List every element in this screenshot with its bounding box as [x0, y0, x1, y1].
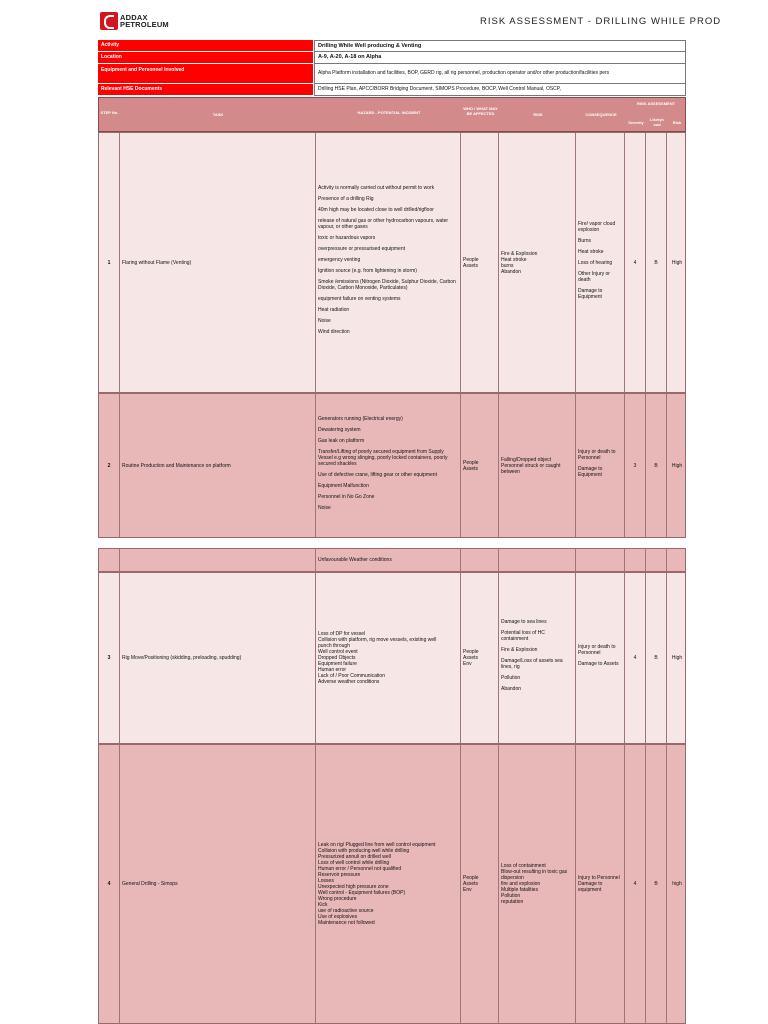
risk-item: Loss of containment: [501, 863, 546, 869]
table-row: [98, 393, 686, 538]
consequence-item: Damage to Equipment: [578, 287, 603, 300]
table-row: [98, 744, 686, 1024]
col-header-risk-assessment: RISK ASSESSMENT: [636, 101, 676, 106]
hazards-item: Wrong procedure: [318, 896, 357, 902]
info-row-activity: [98, 40, 686, 52]
hazards-item: Equipment Malfunction: [318, 482, 369, 489]
risk-item: Potential loss of HC containment: [501, 630, 545, 642]
hazards-item: Presence of a drilling Rig: [318, 196, 374, 202]
risk-item: Fire & Explosion: [501, 647, 538, 653]
step-value: 4: [107, 881, 111, 887]
severity-value: 4: [633, 881, 637, 887]
cell-risk: [499, 133, 576, 392]
hazards-item: Dewatering system: [318, 426, 361, 433]
level-value: high: [672, 881, 682, 887]
hazards-item: Ignition source (e.g. from lightening in storm): [318, 268, 417, 274]
company-name-line2: PETROLEUM: [120, 20, 169, 29]
hazards-item: Pressurized annuli on drilled well: [318, 854, 391, 860]
cell-task: [120, 573, 316, 743]
likelihood-value: B: [654, 259, 658, 266]
cell-task: [120, 133, 316, 392]
task-text: Routine Production and Maintenance on platform: [122, 462, 231, 469]
hazards-item: Smoke /emissions (Nitrogen Dioxide, Sulphur Dioxide, Carbon Dioxide, Carbon Monoxide, Particulates): [318, 279, 456, 291]
cell-risk: [499, 549, 576, 571]
cell-step: [99, 133, 120, 392]
hazards-item: overpressure or pressurised equipment: [318, 246, 405, 252]
hazards-item: Noise: [318, 318, 331, 324]
hazards-item: Activity is normally carried out without permit to work: [318, 185, 435, 191]
consequence-item: Injury or death to Personnel: [578, 644, 616, 656]
info-row-location: [98, 52, 686, 64]
col-header-who: WHO / WHAT MAY BE AFFECTED: [463, 106, 498, 116]
hazards-item: Use of explosives: [318, 914, 358, 920]
risk-item: fire and explosion: [501, 881, 541, 887]
cell-task: [120, 549, 316, 571]
risk-item: Blow-out resulting in toxic gas dispersion: [501, 869, 568, 881]
addax-logo-icon: [100, 12, 118, 30]
cell-severity: [625, 573, 646, 743]
document-title: RISK ASSESSMENT - DRILLING WHILE PROD: [480, 16, 722, 27]
who-item: Assets: [463, 262, 479, 269]
who-item: Assets: [463, 881, 479, 887]
who-item: Assets: [463, 655, 479, 661]
cell-severity: [625, 549, 646, 571]
who-item: Env: [463, 887, 472, 893]
cell-step: [99, 745, 120, 1023]
hazards-item: Human error / Personnel not qualified: [318, 866, 402, 872]
info-row-hse-documents: [98, 84, 686, 96]
col-header-likelihood: Likelyh ood: [650, 117, 664, 127]
hazards-item: 40m high may be located close to well drilled/rigfloor: [318, 207, 434, 213]
hazards-item: Collision with producing well while drilling: [318, 848, 410, 854]
risk-item: Falling/Dropped object: [501, 456, 552, 463]
cell-who: [461, 549, 499, 571]
cell-likelihood: [646, 394, 667, 537]
cell-step: [99, 549, 120, 571]
page-header: [0, 0, 768, 36]
info-value: Alpha Platform installation and facilities, BOP, GERD rig, all rig personnel, production operator and/or other production/facilities pers: [314, 64, 686, 84]
cell-consequence: [576, 133, 625, 392]
severity-value: 4: [633, 259, 637, 266]
cell-hazards: [316, 549, 461, 571]
step-value: 3: [107, 655, 111, 661]
info-label: Equipment and Personnel Involved: [98, 64, 314, 84]
cell-likelihood: [646, 745, 667, 1023]
cell-step: [99, 394, 120, 537]
hazards-item: Lack of / Poor Communication: [318, 673, 385, 679]
severity-value: 3: [633, 462, 637, 469]
cell-task: [120, 394, 316, 537]
hazards-item: release of natural gas or other hydrocarbon vapours, water vapour, or other gases: [318, 218, 449, 230]
cell-level: [667, 394, 687, 537]
level-value: High: [671, 655, 683, 661]
cell-who: [461, 133, 499, 392]
info-label: Location: [98, 52, 314, 64]
info-row-equipment: [98, 64, 686, 84]
table-row: [98, 572, 686, 744]
page-break: [0, 538, 768, 548]
cell-hazards: [316, 573, 461, 743]
cell-who: [461, 573, 499, 743]
risk-item: Fire & Explosion: [501, 250, 538, 257]
consequence-item: Other Injury or death: [578, 270, 610, 283]
who-item: People: [463, 459, 479, 466]
hazards-item: Collision with platform, rig move vessels, existing well: [318, 637, 437, 643]
info-value: A-9, A-20, A-18 on Alpha: [314, 52, 686, 64]
hazards-item: emergency venting: [318, 257, 361, 263]
cell-consequence: [576, 549, 625, 571]
hazards-item: Losses: [318, 878, 334, 884]
hazards-item: punch through: [318, 643, 350, 649]
severity-value: 4: [633, 655, 637, 661]
hazard-item: Unfavourable Weather conditions: [318, 557, 392, 563]
col-header-hazard: HAZARD - POTENTIAL INCIDENT: [357, 110, 421, 115]
consequence-item: Fire/ vapor cloud explosion: [578, 220, 616, 233]
hazards-item: Human error: [318, 667, 347, 673]
cell-consequence: [576, 573, 625, 743]
step-value: 2: [107, 462, 111, 469]
task-text: Flaring without Flame (Venting): [122, 259, 192, 266]
consequence-item: Damage to equipment: [578, 881, 603, 893]
risk-item: Abandon: [501, 268, 522, 275]
hazards-item: Leak on rig/ Plugged line from well control equipment: [318, 842, 436, 848]
risk-item: Multiple fatalities: [501, 887, 538, 893]
hazards-item: equipment failure on venting systems: [318, 296, 401, 302]
risk-item: reputation: [501, 899, 524, 905]
hazards-item: Equipment failure: [318, 661, 357, 667]
cell-likelihood: [646, 133, 667, 392]
company-name-line1: ADDAX: [120, 13, 148, 22]
cell-hazards: [316, 133, 461, 392]
table-header: [98, 97, 686, 132]
cell-task: [120, 745, 316, 1023]
col-header-risk-level: Risk: [672, 120, 682, 125]
consequence-item: Damage to Equipment: [578, 465, 603, 478]
consequence-item: Injury or death to Personnel: [578, 448, 616, 461]
hazards-item: Adverse weather conditions: [318, 679, 380, 685]
risk-item: Heat stroke: [501, 256, 527, 263]
hazards-item: Noise: [318, 504, 331, 511]
cell-level: [667, 573, 687, 743]
table-row: [98, 132, 686, 393]
hazards-item: Loss of DP for vessel: [318, 631, 366, 637]
cell-consequence: [576, 745, 625, 1023]
cell-severity: [625, 133, 646, 392]
cell-level: [667, 745, 687, 1023]
col-header-consequence: CONSEQUENCE: [585, 112, 617, 117]
risk-item: Pollution: [501, 893, 521, 899]
company-logo: [100, 12, 169, 30]
col-header-severity: Severity: [628, 120, 644, 125]
cell-step: [99, 573, 120, 743]
cell-likelihood: [646, 549, 667, 571]
risk-item: Pollution: [501, 675, 521, 681]
cell-severity: [625, 394, 646, 537]
consequence-item: Damage to Assets: [578, 661, 619, 667]
cell-risk: [499, 573, 576, 743]
risk-item: Damage/Loss of assets sea lines, rig: [501, 658, 563, 670]
risk-item: Abandon: [501, 686, 522, 692]
cell-who: [461, 394, 499, 537]
info-label: Activity: [98, 40, 314, 52]
hazards-item: toxic or hazardous vapors: [318, 235, 376, 241]
col-header-risk: RISK: [533, 112, 543, 117]
task-text: Rig Move/Positioning (skidding, preloading, spudding): [122, 655, 242, 661]
table-row-continuation: [98, 548, 686, 572]
consequence-item: Loss of hearing: [578, 259, 613, 266]
cell-severity: [625, 745, 646, 1023]
cell-level: [667, 133, 687, 392]
likelihood-value: B: [654, 655, 658, 661]
hazards-item: Well control event: [318, 649, 358, 655]
hazards-item: Kick: [318, 902, 328, 908]
task-text: General Drilling - Simops: [122, 881, 178, 887]
cell-hazards: [316, 394, 461, 537]
who-item: Assets: [463, 465, 479, 472]
hazards-item: Generators running (Electrical energy): [318, 415, 403, 422]
hazards-item: use of radioactive source: [318, 908, 374, 914]
cell-risk: [499, 394, 576, 537]
cell-level: [667, 549, 687, 571]
info-value: Drilling While Well producing & Venting: [314, 40, 686, 52]
risk-item: burns: [501, 262, 514, 269]
hazards-item: Personnel in No Go Zone: [318, 493, 375, 500]
who-item: Env: [463, 661, 472, 667]
hazards-item: Use of defective crane, lifting gear or other equipment: [318, 471, 437, 478]
who-item: People: [463, 875, 479, 881]
level-value: High: [671, 259, 683, 266]
cell-who: [461, 745, 499, 1023]
who-item: People: [463, 649, 479, 655]
col-header-step: STEP No.: [100, 110, 119, 115]
hazards-item: Unexpected high pressure zone: [318, 884, 389, 890]
cell-likelihood: [646, 573, 667, 743]
who-item: People: [463, 256, 479, 263]
step-value: 1: [107, 259, 111, 266]
hazards-item: Heat radiation: [318, 307, 350, 313]
likelihood-value: B: [654, 881, 658, 887]
likelihood-value: B: [654, 462, 658, 469]
consequence-item: Heat stroke: [578, 248, 604, 255]
hazards-item: Wind direction: [318, 329, 350, 335]
hazards-item: Reservoir pressure: [318, 872, 361, 878]
info-value: Drilling HSE Plan, APCC/BORR Bridging Document, SIMOPS Procedure, BOCP, Well Control Manual, OSCP,: [314, 84, 686, 96]
consequence-item: Injury to Personnel: [578, 875, 620, 881]
cell-hazards: [316, 745, 461, 1023]
info-label: Relevant HSE Documents: [98, 84, 314, 96]
hazards-item: Dropped Objects: [318, 655, 356, 661]
cell-consequence: [576, 394, 625, 537]
risk-item: Personnel struck or caught between: [501, 462, 561, 475]
hazards-item: Maintenance not followed: [318, 920, 375, 926]
col-header-task: TASK: [212, 112, 224, 117]
hazards-item: Transfer/Lifting of poorly secured equipment from Supply Vessel e.g wrong slinging, poorly locked containers, poorly secured shackles: [318, 448, 448, 467]
risk-item: Damage to sea lines: [501, 619, 547, 625]
hazards-item: Gas leak on platform: [318, 437, 365, 444]
consequence-item: Burns: [578, 237, 592, 244]
hazards-item: Well control - Equipment failures (BOP): [318, 890, 406, 896]
level-value: High: [671, 462, 683, 469]
hazards-item: Loss of well control while drilling: [318, 860, 390, 866]
cell-risk: [499, 745, 576, 1023]
